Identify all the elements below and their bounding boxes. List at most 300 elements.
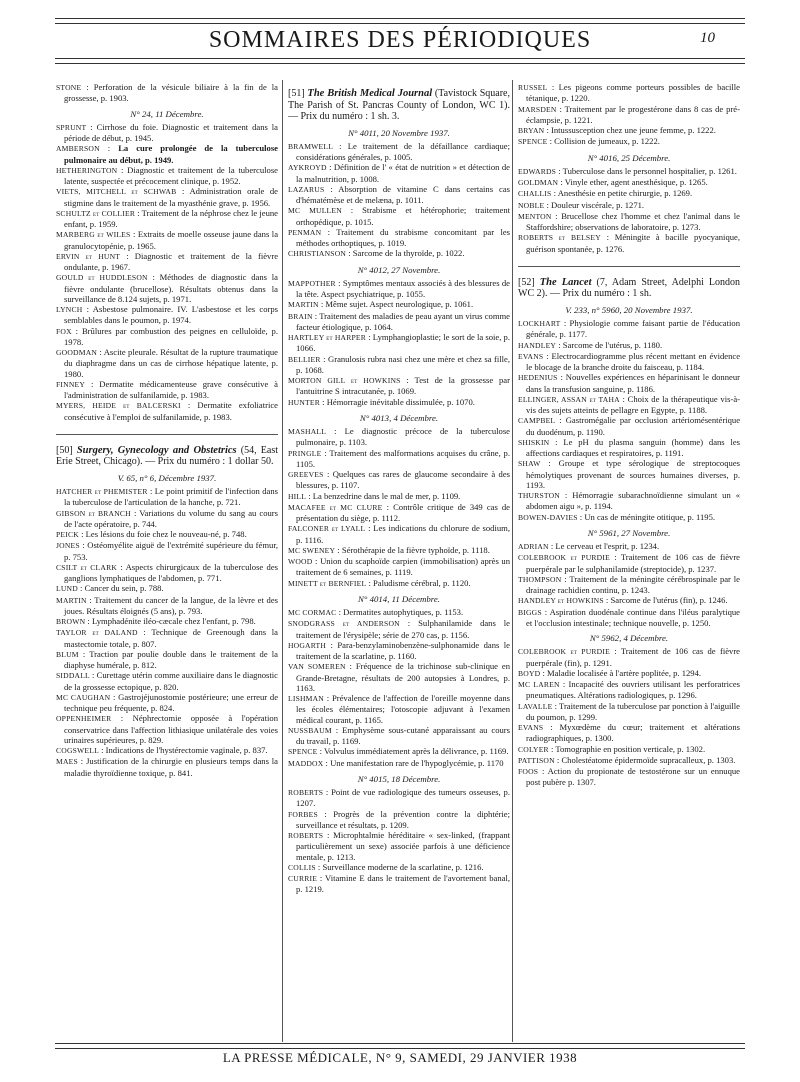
article-author: BELLIER (288, 354, 321, 364)
article-author: ADRIAN (518, 542, 549, 551)
article-title: Hémorragie inévitable dissimulée, p. 1070. (326, 396, 475, 407)
article-title: Electrocardiogramme plus récent mettant en évidence le blocage de la branche droite du faisceau, p. 1184. (526, 350, 740, 372)
article-title: Justification de la chirurgie en plusieurs temps dans la maladie thyroïdienne toxique, p. 841. (64, 756, 278, 778)
article-author: COLYER (518, 744, 549, 754)
article-entry: BRAMWELL : Le traitement de la défaillance cardiaque; considérations générales, p. 1005. (288, 140, 510, 162)
article-title: Strabisme et hétérophorie; traitement orthopédique, p. 1015. (296, 205, 510, 227)
article-entry: NUSSBAUM : Emphysème sous-cutané apparaissant au cours du travail, p. 1169. (288, 724, 510, 746)
article-entry: MACAFEE et MC CLURE : Contrôle critique de 349 cas de présentation du siège, p. 1112. (288, 501, 510, 523)
article-entry: BRYAN : Intussusception chez une jeune femme, p. 1222. (518, 125, 716, 135)
article-title: Surveillance moderne de la scarlatine, p. 1216. (322, 861, 484, 872)
article-author: BRAMWELL (288, 141, 334, 151)
article-entry: SIDDALL : Curettage utérin comme auxiliaire dans le diagnostic de la grossesse ectopique, p. 820. (56, 670, 278, 692)
article-author: PENMAN (288, 227, 322, 237)
article-entry: MASHALL : Le diagnostic précoce de la tuberculose pulmonaire, p. 1103. (288, 426, 510, 448)
column-divider-1 (282, 80, 283, 1042)
article-title: Granulosis rubra nasi chez une mère et chez sa fille, p. 1068. (296, 353, 510, 375)
article-author: EDWARDS (518, 166, 557, 176)
article-author: SCHULTZ et COLLIER (56, 208, 136, 218)
article-entry: CHALLIS : Anesthésie en petite chirurgie, p. 1269. (518, 188, 693, 199)
article-entry: MARSDEN : Traitement par le progestérone dans 8 cas de pré-éclampsie, p. 1221. (518, 103, 740, 125)
article-author: MC SWENEY (288, 545, 336, 555)
article-title: Définition de l' « état de nutrition » et détection de la malnutrition, p. 1008. (296, 162, 510, 184)
article-title: Le cerveau et l'esprit, p. 1234. (555, 541, 660, 551)
article-entry: CHRISTIANSON : Sarcome de la thyroïde, p. 1022. (288, 248, 465, 259)
article-entry: MARTIN : Traitement du cancer de la langue, de la lèvre et des joues. Résultats éloignés (5 ans), p. 793. (56, 594, 278, 616)
article-author: ROBERTS (288, 788, 324, 797)
article-title: Traitement de 106 cas de fièvre puerpérale (fin), p. 1291. (526, 646, 740, 668)
article-entry: COLEBROOK et PURDIE : Traitement de 106 cas de fièvre puerpérale (fin), p. 1291. (518, 646, 740, 668)
article-entry: ROBERTS : Point de vue radiologique des tumeurs osseuses, p. 1207. (288, 787, 510, 809)
article-entry: NOBLE : Douleur viscérale, p. 1271. (518, 199, 645, 210)
article-author: MC LAREN (518, 680, 560, 689)
article-title: Sarcome de l'utérus (fin), p. 1246. (610, 595, 728, 606)
article-entry: HUNTER : Hémorragie inévitable dissimulée, p. 1070. (288, 396, 475, 407)
article-author: STONE (56, 83, 82, 92)
article-entry: HILL : La benzedrine dans le mal de mer, p. 1109. (288, 490, 461, 501)
article-author: HANDLEY (518, 340, 557, 350)
article-entry: HOGARTH : Para-benzylaminobenzène-sulphonamide dans le traitement de la scarlatine, p. 1160. (288, 639, 510, 661)
article-author: GOLDMAN (518, 178, 559, 187)
article-author: JONES (56, 541, 80, 551)
article-title: Douleur viscérale, p. 1271. (551, 199, 645, 210)
article-title: Variations du volume du sang au cours de l'acte opératoire, p. 744. (64, 507, 278, 529)
article-entry: THOMPSON : Traitement de la méningite cérébrospinale par le drainage rachidien continu, p. 1243. (518, 573, 740, 595)
article-author: LYNCH (56, 305, 83, 314)
article-entry: HETHERINGTON : Diagnostic et traitement de la tuberculose latente, suspectée et précocement clinique, p. 1952. (56, 164, 278, 186)
article-author: SNODGRASS et ANDERSON (288, 619, 400, 629)
issue-date-heading: N° 5961, 27 Novembre. (587, 527, 671, 538)
article-entry: GOLDMAN : Vinyle ether, agent anesthésique, p. 1265. (518, 177, 708, 187)
article-title: Méthodes de diagnostic dans la fièvre ondulante (brucellose). Résultats obtenus dans la surveillance de 8.124 sujets, p. 1971. (64, 272, 278, 304)
article-author: NUSSBAUM (288, 725, 332, 735)
article-title: Aspects chirurgicaux de la tuberculose des ganglions lymphatiques de l'abdomen, p. 771. (64, 561, 278, 583)
article-entry: LUND : Cancer du sein, p. 788. (56, 583, 164, 594)
article-entry: LAVALLE : Traitement de la tuberculose par ponction à l'aiguille du poumon, p. 1299. (518, 700, 740, 722)
article-title: Traitement de la néphrose chez le jeune enfant, p. 1959. (64, 207, 278, 229)
article-author: FOOS (518, 767, 539, 776)
article-title: Une manifestation rare de l'hypoglycémie, p. 1170 (330, 757, 504, 768)
article-author: HATCHER et PHEMISTER (56, 487, 148, 496)
article-title: Test de la grossesse par l'antuitrine S intracutanée, p. 1069. (296, 375, 510, 397)
article-title: Union du scaphoïde carpien (immobilisation) après un traitement de 6 semaines, p. 1119. (296, 556, 510, 578)
article-entry: PRINGLE : Traitement des malformations acquises du crâne, p. 1105. (288, 447, 510, 469)
article-entry: HANDLEY : Sarcome de l'utérus, p. 1180. (518, 339, 663, 350)
article-entry: RUSSEL : Les pigeons comme porteurs possibles de bacille tétanique, p. 1220. (518, 82, 740, 104)
article-entry: FOX : Brûlures par combustion des peignes en celluloïde, p. 1978. (56, 325, 278, 347)
article-title: Tomographie en position verticale, p. 1302. (555, 743, 706, 754)
article-author: LAZARUS (288, 184, 325, 194)
article-title: Vitamine E dans le traitement de l'avortement banal, p. 1219. (296, 873, 510, 895)
column-middle (288, 82, 510, 1042)
article-author: TAYLOR et DALAND (56, 628, 138, 638)
article-title: Les lésions du foie chez le nouveau-né, p. 748. (85, 529, 247, 539)
article-entry: PEICK : Les lésions du foie chez le nouveau-né, p. 748. (56, 529, 247, 539)
issue-date-heading: V. 65, n° 6, Décembre 1937. (117, 472, 217, 483)
article-author: COGSWELL (56, 746, 99, 755)
column-left (56, 82, 278, 1042)
article-entry: PENMAN : Traitement du strabisme concomitant par les méthodes orthoptiques, p. 1019. (288, 226, 510, 248)
article-title: Choix de la thérapeutique vis-à-vis des sujets atteints de pellagre en Egypte, p. 1188. (526, 393, 740, 415)
journal-heading (56, 445, 278, 468)
article-entry: ROBERTS et BELSEY : Méningite à bacille pyocyanique, guérison spontanée, p. 1276. (518, 232, 740, 254)
article-author: HUNTER (288, 397, 320, 407)
article-author: PEICK (56, 530, 79, 539)
issue-date-heading: N° 4015, 18 Décembre. (357, 773, 441, 784)
article-title: Dermatites autophytiques, p. 1153. (343, 607, 464, 617)
article-title: Diagnostic et traitement de la fièvre ondulante, p. 1967. (64, 250, 278, 272)
footer-rule (55, 1043, 745, 1049)
article-entry: SCHULTZ et COLLIER : Traitement de la néphrose chez le jeune enfant, p. 1959. (56, 207, 278, 229)
article-author: COLEBROOK et PURDIE (518, 647, 610, 657)
article-title: Microphtalmie héréditaire « sex-linked, (frappant particulièrement un sexe) associée parfois à une déficience mentale, p. 1213. (296, 830, 510, 862)
article-title: Lymphadénite iléo-cæcale chez l'enfant, p. 798. (91, 616, 256, 626)
article-title: Sarcome de la thyroïde, p. 1022. (352, 248, 465, 259)
article-author: MARSDEN (518, 104, 557, 114)
page-number: 10 (700, 30, 715, 46)
article-author: THOMPSON (518, 574, 562, 584)
issue-date-heading: N° 24, 11 Décembre. (130, 108, 204, 119)
article-author: BLUM (56, 649, 79, 659)
article-entry: MADDOX : Une manifestation rare de l'hypoglycémie, p. 1170 (288, 757, 504, 768)
article-title: Gastrojéjunostomie postérieure; une erreur de technique peu fréquente, p. 824. (64, 691, 278, 713)
article-title: Collision de jumeaux, p. 1222. (554, 136, 660, 147)
article-title: Para-benzylaminobenzène-sulphonamide dans le traitement de la scarlatine, p. 1160. (296, 639, 510, 661)
article-title: Cancer du sein, p. 788. (84, 583, 164, 594)
article-author: HILL (288, 491, 307, 501)
article-entry: FALCONER et LYALL : Les indications du chlorure de sodium, p. 1116. (288, 523, 510, 545)
article-title: Incapacité des ouvriers utilisant les perforatrices pneumatiques. Altérations radiologiques, p. 1296. (526, 679, 740, 701)
article-title: Sérothérapie de la fièvre typhoïde, p. 1118. (341, 544, 490, 555)
article-entry: LISHMAN : Prévalence de l'affection de l'oreille moyenne dans les écoles élémentaires; l'otoscopie adjuvant à l'examen médical courant, p. 1165. (288, 693, 510, 725)
article-entry: CSILT et CLARK : Aspects chirurgicaux de la tuberculose des ganglions lymphatiques de l'abdomen, p. 771. (56, 561, 278, 583)
article-entry: THURSTON : Hémorragie subarachnoïdienne simulant un « abdomen aigu », p. 1194. (518, 490, 740, 512)
article-author: MC CORMAC (288, 608, 337, 617)
article-entry: JONES : Ostéomyélite aiguë de l'extrémité supérieure du fémur, p. 753. (56, 540, 278, 562)
issue-date-heading: N° 4016, 25 Décembre. (587, 152, 671, 163)
article-author: HETHERINGTON (56, 165, 118, 175)
article-entry: BOYD : Maladie localisée à l'artère poplitée, p. 1294. (518, 667, 702, 678)
issue-date-heading: V. 233, n° 5960, 20 Novembre 1937. (565, 304, 693, 315)
article-title: Traitement de la méningite cérébrospinale par le drainage rachidien continu, p. 1243. (526, 573, 740, 595)
article-entry: HANDLEY et HOWKINS : Sarcome de l'utérus (fin), p. 1246. (518, 595, 728, 606)
page-title: SOMMAIRES DES PÉRIODIQUES (208, 27, 592, 53)
article-title: Le diagnostic précoce de la tuberculose pulmonaire, p. 1103. (296, 426, 510, 448)
article-author: MAES (56, 757, 78, 767)
article-title: Maladie localisée à l'artère poplitée, p. 1294. (547, 667, 702, 678)
article-title: Le pH du plasma sanguin (homme) dans les affections cardiaques et respiratoires, p. 1191. (526, 436, 740, 458)
article-author: BROWN (56, 617, 86, 626)
article-author: GOODMAN (56, 348, 98, 357)
article-entry: MC SWENEY : Sérothérapie de la fièvre typhoïde, p. 1118. (288, 544, 490, 555)
article-title: Action du propionate de testostérone sur un ennuque post pubère p. 1307. (526, 766, 740, 788)
article-author: HANDLEY et HOWKINS (518, 596, 604, 606)
article-title: Anesthésie en petite chirurgie, p. 1269. (557, 188, 693, 199)
article-entry: FORBES : Progrès de la prévention contre la diphtérie; surveillance et résultats, p. 1209. (288, 808, 510, 830)
article-author: ROBERTS (288, 831, 324, 840)
article-entry: WOOD : Union du scaphoïde carpien (immobilisation) après un traitement de 6 semaines, p. 1119. (288, 556, 510, 578)
article-title: Absorption de vitamine C dans certains cas d'hématémèse et de melæna, p. 1011. (296, 183, 510, 205)
article-title: Volvulus immédiatement après la délivrance, p. 1169. (324, 746, 509, 757)
article-author: SHISKIN (518, 437, 550, 447)
issue-date-heading: N° 4012, 27 Novembre. (357, 264, 441, 275)
article-author: MADDOX (288, 758, 324, 768)
article-author: SPENCE (518, 137, 548, 147)
article-title: Quelques cas rares de glaucome secondaire à des blessures, p. 1107. (296, 469, 510, 491)
article-title: Le point primitif de l'infection dans la tuberculose de l'articulation de la hanche, p. 721. (64, 486, 278, 508)
article-entry: LOCKHART : Physiologie comme faisant partie de l'éducation générale, p. 1177. (518, 318, 740, 340)
article-author: THURSTON (518, 491, 560, 500)
article-author: ELLINGER, ASSAN et TAHA (518, 394, 620, 404)
article-author: MARTIN (288, 300, 319, 310)
article-entry: MAES : Justification de la chirurgie en plusieurs temps dans la maladie thyroïdienne toxique, p. 841. (56, 756, 278, 778)
article-author: EVANS (518, 351, 544, 361)
article-entry: BIGGS : Aspiration duodénale continue dans l'iléus paralytique et l'occlusion intestinale; technique nouvelle, p. 1250. (518, 606, 740, 628)
journal-name: The British Medical Journal (307, 88, 433, 99)
article-title: Progrès de la prévention contre la diphtérie; surveillance et résultats, p. 1209. (296, 808, 510, 830)
article-title: Dermatite exfoliatrice consécutive à l'emploi de sulfanilamide, p. 1983. (64, 400, 278, 422)
article-author: PRINGLE (288, 448, 322, 458)
article-author: MC MULLEN (288, 206, 342, 216)
article-entry: VIETS, MITCHELL et SCHWAB : Administration orale de stigmine dans le traitement de la myasthénie grave, p. 1956. (56, 186, 278, 208)
article-author: WOOD (288, 557, 313, 566)
article-author: COLEBROOK et PURDIE (518, 553, 610, 563)
journal-name: Surgery, Gynecology and Obstetrics (76, 444, 237, 456)
article-entry: VAN SOMEREN : Fréquence de la trichinose sub-clinique en Grande-Bretagne, résultats de 200 autopsies à Londres, p. 1163. (288, 661, 510, 693)
issue-date-heading: N° 4014, 11 Décembre. (358, 593, 440, 604)
article-entry: PATTISON : Cholestéatome épidermoïde supracalleux, p. 1303. (518, 754, 736, 765)
article-entry: LAZARUS : Absorption de vitamine C dans certains cas d'hématémèse et de melæna, p. 1011. (288, 183, 510, 205)
article-entry: GIBSON et BRANCH : Variations du volume du sang au cours de l'acte opératoire, p. 744. (56, 507, 278, 529)
article-title: Prévalence de l'affection de l'oreille moyenne dans les écoles élémentaires; l'otoscopie adjuvant à l'examen médical courant, p. 1165. (296, 693, 510, 725)
article-author: MORTON GILL et HOWKINS (288, 376, 401, 385)
article-entry: AMBERSON : La cure prolongée de la tuberculose pulmonaire au début, p. 1949. (56, 143, 278, 165)
article-entry: EVANS : Electrocardiogramme plus récent mettant en évidence le blocage de la branche droite du faisceau, p. 1184. (518, 350, 740, 372)
article-author: CURRIE (288, 874, 318, 883)
article-author: HARTLEY et HARPER (288, 333, 367, 342)
article-entry: CURRIE : Vitamine E dans le traitement de l'avortement banal, p. 1219. (288, 873, 510, 895)
article-title: Les indications du chlorure de sodium, p. 1116. (296, 523, 510, 545)
article-entry: BROWN : Lymphadénite iléo-cæcale chez l'enfant, p. 798. (56, 616, 256, 626)
article-entry: SPRUNT : Cirrhose du foie. Diagnostic et traitement dans la période de début, p. 1945. (56, 121, 278, 143)
issue-date-heading: N° 4013, 4 Décembre. (359, 412, 439, 423)
article-title: Perforation de la vésicule biliaire à la fin de la grossesse, p. 1903. (64, 82, 278, 104)
article-title: Brucellose chez l'homme et chez l'animal dans le Staffordshire; observations de laboratoire, p. 1273. (526, 210, 740, 232)
article-title: Extraits de moelle osseuse jaune dans la granulocytopénie, p. 1965. (64, 229, 278, 251)
article-title: Traitement du cancer de la langue, de la lèvre et des joues. Résultats éloignés (5 ans), p. 793. (64, 594, 278, 616)
article-entry: HATCHER et PHEMISTER : Le point primitif de l'infection dans la tuberculose de l'articulation de la hanche, p. 721. (56, 486, 278, 508)
article-entry: BLUM : Traction par poulie double dans le traitement de la diaphyse humérale, p. 812. (56, 648, 278, 670)
article-author: SHAW (518, 459, 541, 469)
article-entry: MC LAREN : Incapacité des ouvriers utilisant les perforatrices pneumatiques. Altérations radiologiques, p. 1296. (518, 679, 740, 701)
article-author: MYERS, HEIDE et BALCERSKI (56, 401, 181, 411)
article-title: Cholestéatome épidermoïde supracalleux, p. 1303. (561, 754, 736, 765)
article-entry: COGSWELL : Indications de l'hystérectomie vaginale, p. 837. (56, 745, 268, 755)
article-title: Sulphanilamide dans le traitement de l'érysipèle; série de 270 cas, p. 1156. (296, 618, 510, 640)
article-author: SPRUNT (56, 122, 87, 132)
article-entry: SPENCE : Volvulus immédiatement après la délivrance, p. 1169. (288, 746, 509, 757)
article-entry: LYNCH : Asbestose pulmonaire. IV. L'asbestose et les corps semblables dans le poumon, p. 1974. (56, 304, 278, 326)
article-title: Ascite pleurale. Résultat de la rupture traumatique du diaphragme dans un cas de cirrhose hépatique latente, p. 1980. (64, 347, 278, 379)
article-entry: MORTON GILL et HOWKINS : Test de la grossesse par l'antuitrine S intracutanée, p. 1069. (288, 375, 510, 397)
article-title: Traitement des maladies de peau ayant un virus comme facteur étiologique, p. 1064. (296, 310, 510, 332)
article-entry: EVANS : Myxœdème du cœur; traitement et altérations radiographiques, p. 1300. (518, 722, 740, 744)
article-title: Brûlures par combustion des peignes en celluloïde, p. 1978. (64, 325, 278, 347)
article-title: Ostéomyélite aiguë de l'extrémité supérieure du fémur, p. 753. (64, 540, 278, 562)
article-entry: GREEVES : Quelques cas rares de glaucome secondaire à des blessures, p. 1107. (288, 469, 510, 491)
article-title: Cirrhose du foie. Diagnostic et traitement dans la période de début, p. 1945. (64, 121, 278, 143)
article-title: Symptômes mentaux associés à des blessures de la tête. Aspect psychiatrique, p. 1055. (296, 277, 510, 299)
article-entry: COLEBROOK et PURDIE : Traitement de 106 cas de fièvre puerpérale par le sulphanilamide (streptocide), p. 1237. (518, 552, 740, 574)
article-author: AYKROYD (288, 163, 327, 173)
article-entry: OPPENHEIMER : Néphrectomie opposée à l'opération conservatrice dans l'affection lithiasique unilatérale des voies urinaires supérieures, p. 829. (56, 713, 278, 745)
article-author: LOCKHART (518, 319, 561, 328)
article-author: NOBLE (518, 200, 545, 210)
article-entry: MAPPOTHER : Symptômes mentaux associés à des blessures de la tête. Aspect psychiatrique, p. 1055. (288, 277, 510, 299)
article-title: Traitement des malformations acquises du crâne, p. 1105. (296, 447, 510, 469)
article-entry: HEDENIUS : Nouvelles expériences en héparinisant le donneur dans la transfusion sanguine, p. 1186. (518, 372, 740, 394)
article-title: Asbestose pulmonaire. IV. L'asbestose et les corps semblables dans le poumon, p. 1974. (64, 304, 278, 326)
article-author: MENTON (518, 211, 552, 221)
article-entry: FINNEY : Dermatite médicamenteuse grave consécutive à l'administration de sulfanilamide, p. 1983. (56, 378, 278, 400)
article-title: Curettage utérin comme auxiliaire dans le diagnostic de la grossesse ectopique, p. 820. (64, 670, 278, 692)
article-entry: SPENCE : Collision de jumeaux, p. 1222. (518, 136, 660, 147)
article-title: Un cas de méningite otitique, p. 1195. (584, 511, 716, 522)
article-entry: GOODMAN : Ascite pleurale. Résultat de la rupture traumatique du diaphragme dans un cas de cirrhose hépatique latente, p. 1980. (56, 347, 278, 379)
footer-issue-line: LA PRESSE MÉDICALE, N° 9, SAMEDI, 29 JANVIER 1938 (222, 1050, 578, 1065)
article-title: Technique de Greenough dans la mastectomie totale, p. 807. (64, 627, 278, 649)
header-bottom-rule (55, 58, 745, 64)
article-author: FOX (56, 326, 72, 336)
article-title: Intussusception chez une jeune femme, p. 1222. (551, 125, 716, 135)
article-author: SPENCE (288, 747, 318, 757)
article-title: Le traitement de la défaillance cardiaque; considérations générales, p. 1005. (296, 140, 510, 162)
article-entry: BRAIN : Traitement des maladies de peau ayant un virus comme facteur étiologique, p. 1064. (288, 310, 510, 332)
article-title: Emphysème sous-cutané apparaissant au cours du travail, p. 1169. (296, 724, 510, 746)
article-title: Sarcome de l'utérus, p. 1180. (562, 339, 663, 350)
article-entry: CAMPBEL : Gastromégalie par occlusion artériomésentérique du duodénum, p. 1190. (518, 415, 740, 437)
journal-number: [51] (288, 88, 305, 99)
article-author: CSILT et CLARK (56, 562, 118, 572)
article-title: Paludisme cérébral, p. 1120. (373, 577, 471, 588)
article-entry: STONE : Perforation de la vésicule biliaire à la fin de la grossesse, p. 1903. (56, 82, 278, 104)
article-author: LISHMAN (288, 694, 324, 703)
article-author: GOULD et HUDDLESON (56, 273, 148, 283)
article-author: VIETS, MITCHELL et SCHWAB (56, 187, 177, 197)
article-title: Physiologie comme faisant partie de l'éducation générale, p. 1177. (526, 318, 740, 340)
article-author: LAVALLE (518, 701, 553, 711)
article-entry: FOOS : Action du propionate de testostérone sur un ennuque post pubère p. 1307. (518, 766, 740, 788)
article-entry: MC CORMAC : Dermatites autophytiques, p. 1153. (288, 607, 464, 617)
article-entry: ADRIAN : Le cerveau et l'esprit, p. 1234. (518, 541, 660, 551)
article-author: FALCONER et LYALL (288, 524, 366, 534)
article-title: Lymphangioplastie; le sort de la soie, p. 1066. (296, 332, 510, 354)
article-author: RUSSEL (518, 83, 548, 92)
article-title: Traitement du strabisme concomitant par les méthodes orthoptiques, p. 1019. (296, 226, 510, 248)
journal-number: [52] (518, 276, 535, 288)
article-title: Myxœdème du cœur; traitement et altérations radiographiques, p. 1300. (526, 722, 740, 744)
article-entry: SHISKIN : Le pH du plasma sanguin (homme) dans les affections cardiaques et respiratoires, p. 1191. (518, 436, 740, 458)
journal-heading (288, 88, 510, 123)
article-entry: MC MULLEN : Strabisme et hétérophorie; traitement orthopédique, p. 1015. (288, 205, 510, 227)
article-author: BOWEN-DAVIES (518, 512, 578, 522)
article-entry: HARTLEY et HARPER : Lymphangioplastie; le sort de la soie, p. 1066. (288, 332, 510, 354)
article-title: Dermatite médicamenteuse grave consécutive à l'administration de sulfanilamide, p. 1983. (64, 378, 278, 400)
article-author: LUND (56, 584, 78, 594)
article-title: Méningite à bacille pyocyanique, guérison spontanée, p. 1276. (526, 232, 740, 254)
section-separator (518, 266, 740, 267)
article-title: Traitement de 106 cas de fièvre puerpérale par le sulphanilamide (streptocide), p. 1237. (526, 552, 740, 574)
article-author: HEDENIUS (518, 373, 558, 383)
article-title: Traction par poulie double dans le traitement de la diaphyse humérale, p. 812. (64, 648, 278, 670)
article-author: GREEVES (288, 470, 324, 479)
article-author: FINNEY (56, 379, 86, 389)
article-author: MASHALL (288, 427, 327, 436)
article-author: MAPPOTHER (288, 278, 336, 288)
article-entry: EDWARDS : Tuberculose dans le personnel hospitalier, p. 1261. (518, 165, 737, 176)
journal-address: (54, East Erie Street, Chicago). — Prix du numéro : 1 dollar 50. (56, 444, 278, 468)
article-author: CAMPBEL (518, 416, 556, 426)
article-title: Vinyle ether, agent anesthésique, p. 1265. (564, 177, 708, 187)
article-author: EVANS (518, 723, 544, 732)
article-author: HOGARTH (288, 640, 327, 650)
article-entry: MC CAUGHAN : Gastrojéjunostomie postérieure; une erreur de technique peu fréquente, p. 824. (56, 691, 278, 713)
article-title: Groupe et type sérologique de streptocoques hémolytiques provenant de sources humaines diverses, p. 1193. (526, 458, 740, 490)
article-title: Point de vue radiologique des tumeurs osseuses, p. 1207. (296, 787, 510, 809)
article-author: ERVIN et HUNT (56, 251, 121, 261)
article-author: FORBES (288, 809, 318, 819)
article-author: MARTIN (56, 595, 87, 605)
article-author: CHRISTIANSON (288, 249, 347, 259)
article-author: COLLIS (288, 862, 316, 872)
article-author: OPPENHEIMER (56, 714, 112, 724)
journal-number: [50] (56, 444, 73, 456)
article-entry: ROBERTS : Microphtalmie héréditaire « sex-linked, (frappant particulièrement un sexe) associée parfois à une déficience mentale, p. 1213. (288, 830, 510, 862)
article-author: BRAIN (288, 311, 313, 321)
article-title: Nouvelles expériences en héparinisant le donneur dans la transfusion sanguine, p. 1186. (526, 372, 740, 394)
journal-name: The Lancet (539, 276, 592, 288)
article-title: Gastromégalie par occlusion artériomésentérique du duodénum, p. 1190. (526, 415, 740, 437)
article-title: Traitement par le progestérone dans 8 cas de pré-éclampsie, p. 1221. (526, 103, 740, 125)
article-title: Traitement de la tuberculose par ponction à l'aiguille du poumon, p. 1299. (526, 700, 740, 722)
article-entry: AYKROYD : Définition de l' « état de nutrition » et détection de la malnutrition, p. 1008. (288, 162, 510, 184)
article-title: La cure prolongée de la tuberculose pulmonaire au début, p. 1949. (64, 143, 278, 165)
article-entry: SNODGRASS et ANDERSON : Sulphanilamide dans le traitement de l'érysipèle; série de 270 cas, p. 1156. (288, 618, 510, 640)
article-author: CHALLIS (518, 189, 552, 199)
issue-date-heading: N° 4011, 20 Novembre 1937. (348, 127, 450, 138)
journal-address: (Tavistock Square, The Parish of St. Pancras County of London, WC 1). — Prix du numéro : 1 sh. 3. (288, 88, 510, 122)
article-author: MC CAUGHAN (56, 692, 111, 702)
issue-date-heading: N° 5962, 4 Décembre. (589, 633, 669, 643)
article-author: SIDDALL (56, 671, 90, 681)
article-title: Indications de l'hystérectomie vaginale, p. 837. (105, 745, 268, 755)
article-entry: SHAW : Groupe et type sérologique de streptocoques hémolytiques provenant de sources humaines diverses, p. 1193. (518, 458, 740, 490)
article-title: Fréquence de la trichinose sub-clinique en Grande-Bretagne, résultats de 200 autopsies à Londres, p. 1163. (296, 661, 510, 693)
article-entry: MARTIN : Même sujet. Aspect neurologique, p. 1061. (288, 299, 474, 310)
article-author: BOYD (518, 668, 541, 678)
article-title: Les pigeons comme porteurs possibles de bacille tétanique, p. 1220. (526, 82, 740, 104)
article-title: Diagnostic et traitement de la tuberculose latente, suspectée et précocement clinique, p. 1952. (64, 164, 278, 186)
article-author: MARBERG et WILES (56, 230, 131, 240)
article-entry: MENTON : Brucellose chez l'homme et chez l'animal dans le Staffordshire; observations de laboratoire, p. 1273. (518, 210, 740, 232)
article-title: Même sujet. Aspect neurologique, p. 1061. (325, 299, 474, 310)
article-author: MINETT et BERNFIEL (288, 578, 367, 588)
article-entry: MYERS, HEIDE et BALCERSKI : Dermatite exfoliatrice consécutive à l'emploi de sulfanilamide, p. 1983. (56, 400, 278, 422)
article-author: BIGGS (518, 607, 542, 617)
column-divider-2 (512, 80, 513, 1042)
article-entry: TAYLOR et DALAND : Technique de Greenough dans la mastectomie totale, p. 807. (56, 627, 278, 649)
article-author: MACAFEE et MC CLURE (288, 502, 383, 512)
